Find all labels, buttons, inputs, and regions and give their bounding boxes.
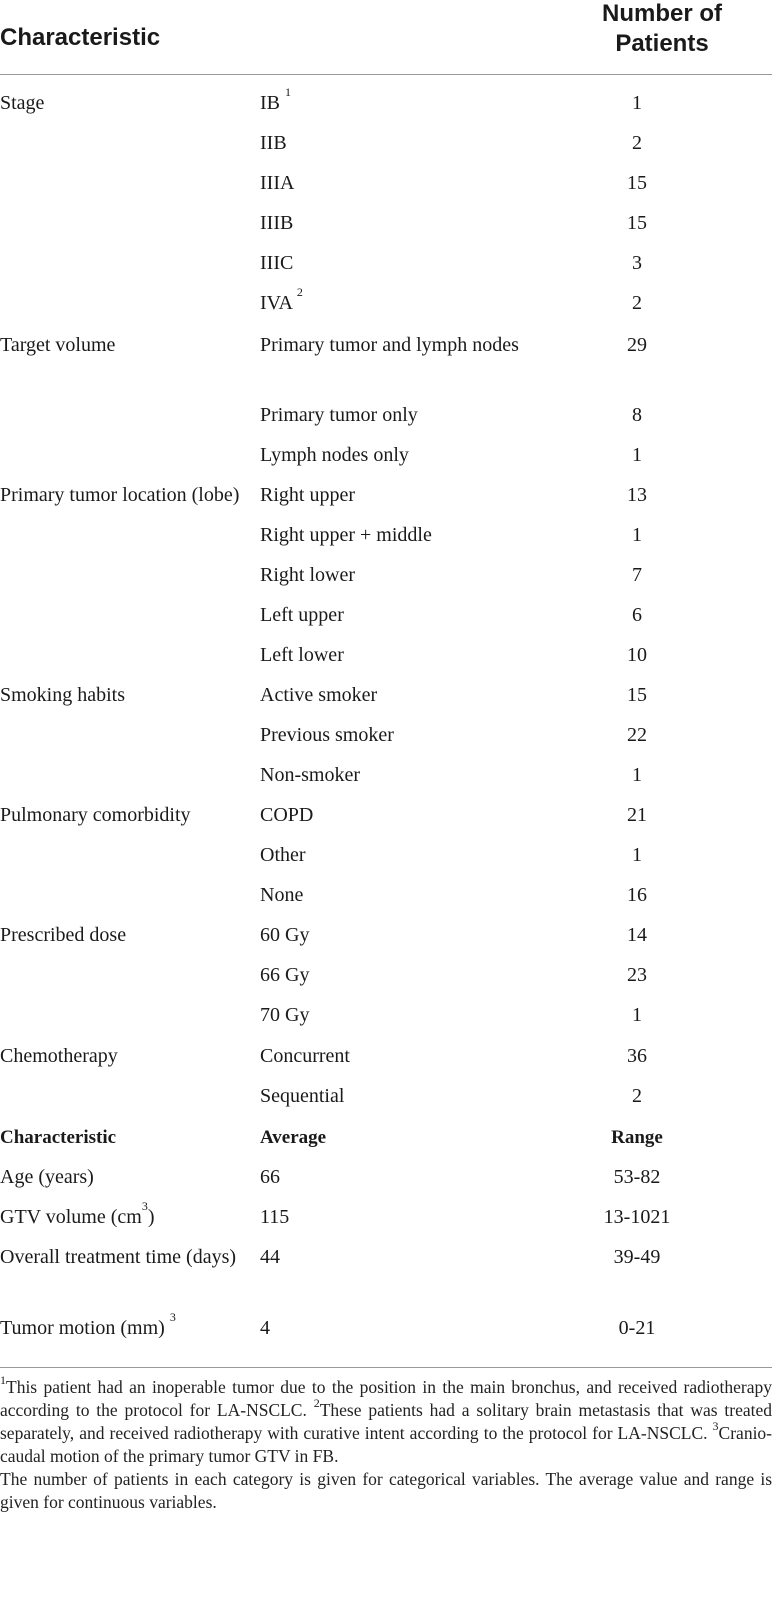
table-divider	[0, 1367, 772, 1368]
header-number-of-patients: Number of Patients	[602, 0, 722, 57]
table-footnotes	[0, 1373, 772, 1514]
footnote-general: The number of patients in each category is given for categorical variables. The average value and range is given for continuous variables.	[0, 1469, 772, 1512]
footnote-markers: $^1$This patient had an inoperable tumor due to the position in the main bronchus, and received radiotherapy according to the protocol for LA-NSCLC. $^2$These patients had a solitary brain metastasis that was treated separately, and received radiotherapy with curative intent according to the protocol for LA-NSCLC. $^3$Cranio-caudal motion of the primary tumor GTV in FB.	[0, 1373, 772, 1466]
table-header	[0, 0, 772, 75]
header-characteristic: Characteristic	[0, 24, 161, 51]
